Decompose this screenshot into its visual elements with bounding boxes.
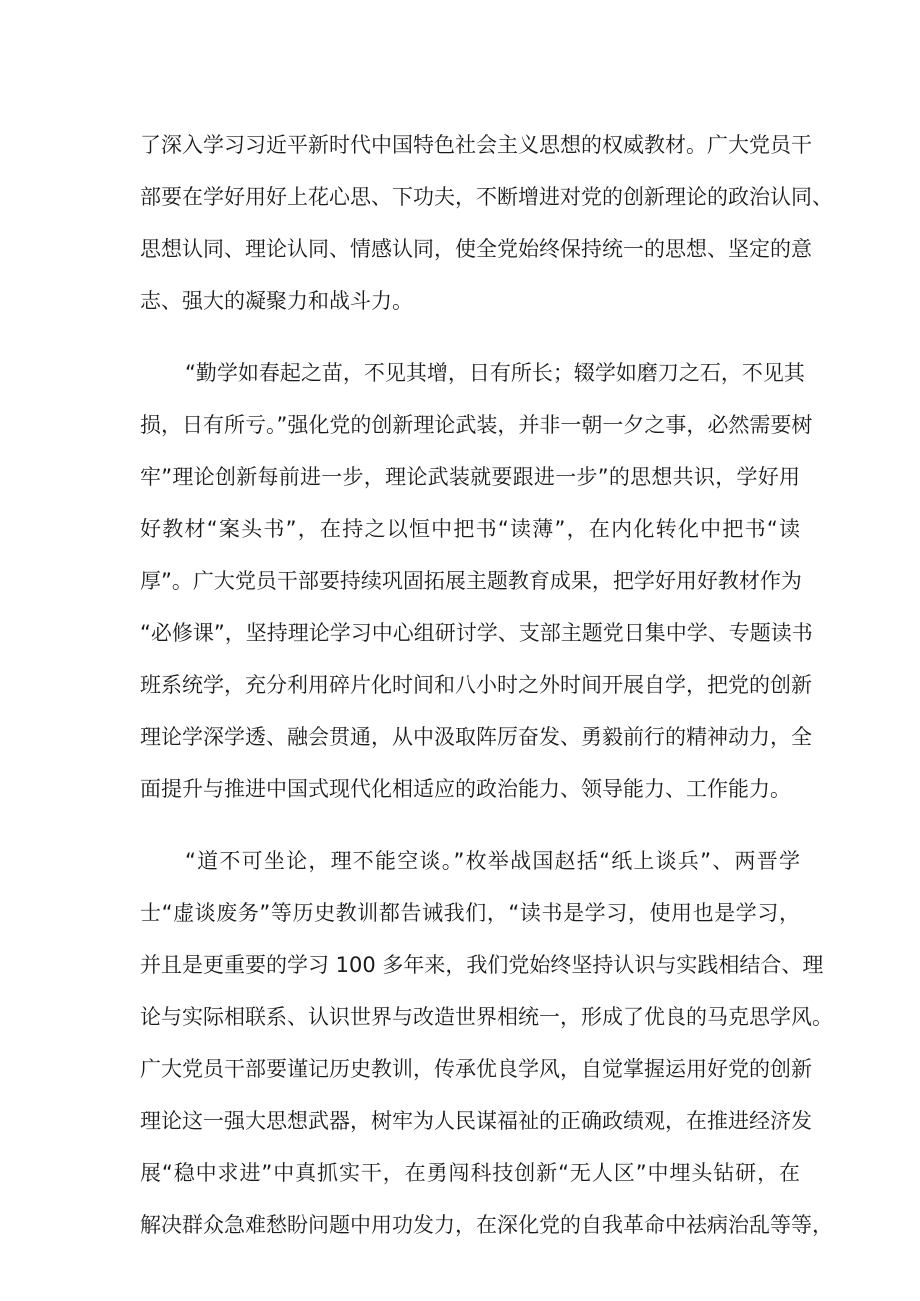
paragraph-3-line-4: 论与实际相联系、认识世界与改造世界相统一，形成了优良的马克思学风。 (140, 1005, 833, 1029)
paragraph-2-line-8: 理论学深学透、融会贯通，从中汲取阵厉奋发、勇毅前行的精神动力，全 (140, 725, 812, 749)
paragraph-3-line-1: “道不可坐论，理不能空谈。”枚举战国赵括“纸上谈兵”、两晋学 (185, 849, 800, 873)
paragraph-2-line-5: 厚”。广大党员干部要持续巩固拓展主题教育成果，把学好用好教材作为 (140, 569, 802, 593)
paragraph-2-line-7: 班系统学，充分利用碎片化时间和八小时之外时间开展自学，把党的创新 (140, 673, 812, 697)
paragraph-1-line-3: 思想认同、理论认同、情感认同，使全党始终保持统一的思想、坚定的意 (140, 237, 812, 261)
paragraph-2-line-4: 好教材“案头书”，在持之以恒中把书“读薄”，在内化转化中把书“读 (140, 517, 800, 541)
paragraph-3-line-3: 并且是更重要的学习 100 多年来，我们党始终坚持认识与实践相结合、理 (140, 953, 824, 977)
paragraph-1-line-4: 志、强大的凝聚力和战斗力。 (140, 289, 413, 313)
paragraph-2-line-3: 牢”理论创新每前进一步，理论武装就要跟进一步”的思想共识，学好用 (140, 465, 800, 489)
paragraph-2-line-2: 损，日有所亏。”强化党的创新理论武装，并非一朝一夕之事，必然需要树 (140, 413, 813, 437)
paragraph-3-line-5: 广大党员干部要谨记历史教训，传承优良学风，自觉掌握运用好党的创新 (140, 1057, 812, 1081)
paragraph-3-line-8: 解决群众急难愁盼问题中用功发力，在深化党的自我革命中祛病治乱等等， (140, 1213, 833, 1237)
paragraph-3-line-6: 理论这一强大思想武器，树牢为人民谋福祉的正确政绩观，在推进经济发 (140, 1109, 812, 1133)
paragraph-2-line-1: “勤学如春起之苗，不见其增，日有所长；辍学如磨刀之石，不见其 (185, 361, 805, 385)
paragraph-2-line-6: “必修课”，坚持理论学习中心组研讨学、支部主题党日集中学、专题读书 (140, 621, 813, 645)
paragraph-3-line-2: 士“虚谈废务”等历史教训都告诫我们，“读书是学习，使用也是学习， (140, 901, 800, 925)
paragraph-1-line-2: 部要在学好用好上花心思、下功夫，不断增进对党的创新理论的政治认同、 (140, 185, 833, 209)
paragraph-1-line-1: 了深入学习习近平新时代中国特色社会主义思想的权威教材。广大党员干 (140, 133, 812, 157)
paragraph-2-line-9: 面提升与推进中国式现代化相适应的政治能力、领导能力、工作能力。 (140, 777, 791, 801)
paragraph-3-line-7: 展“稳中求进”中真抓实干，在勇闯科技创新“无人区”中埋头钻研，在 (140, 1161, 800, 1185)
